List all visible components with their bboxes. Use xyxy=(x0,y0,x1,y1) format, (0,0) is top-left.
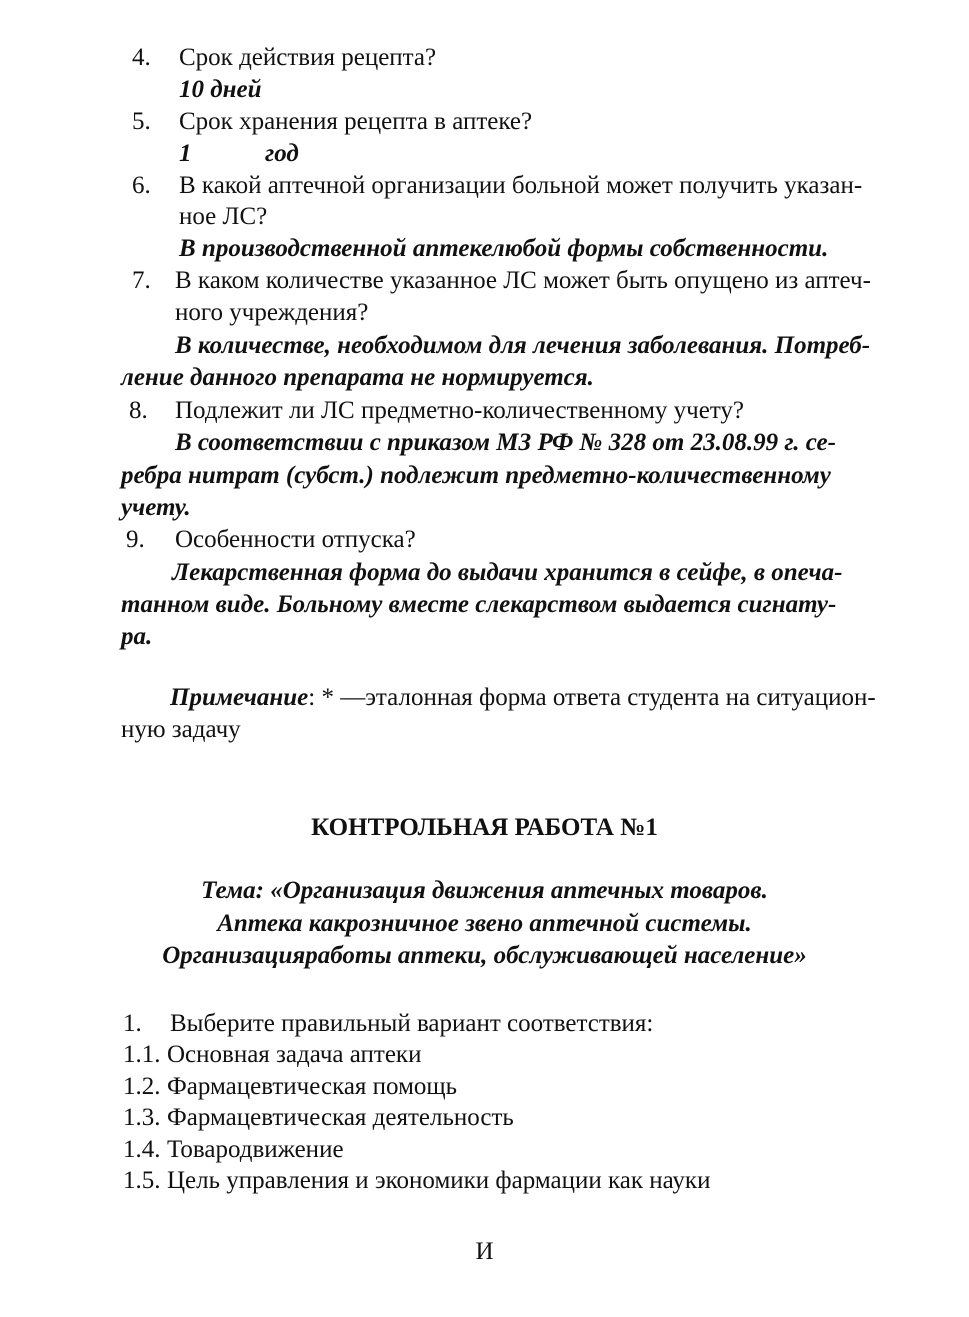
note-text: : * —эталонная форма ответа студента на ситуацион- xyxy=(308,684,876,711)
item-number: 1.4. xyxy=(123,1136,161,1163)
answer-4: 10 дней xyxy=(179,76,262,103)
list-item xyxy=(123,1102,514,1134)
question-9 xyxy=(126,524,416,556)
answer-9-line-3: ра. xyxy=(121,623,153,650)
question-number: 6. xyxy=(132,172,151,199)
item-number: 1.2. xyxy=(123,1073,161,1100)
item-number: 1.1. xyxy=(123,1041,161,1068)
answer-7-line-2: ление данного препарата не нормируется. xyxy=(121,364,594,391)
item-number: 1.5. xyxy=(123,1167,161,1194)
question-number: 4. xyxy=(132,44,151,71)
question-number: 9. xyxy=(126,526,145,553)
answer-6: В производственной аптекелюбой формы собственности. xyxy=(179,235,829,262)
question-number: 8. xyxy=(129,397,148,424)
list-item xyxy=(123,1134,344,1166)
list-item xyxy=(123,1165,710,1197)
answer-8-line-3: учету. xyxy=(121,494,191,521)
question-4 xyxy=(132,42,436,74)
note xyxy=(170,682,876,714)
question-text: В какой аптечной организации больной может получить указан- xyxy=(179,172,863,199)
answer-8-line-1: В соответствии с приказом МЗ РФ № 328 от 23.08.99 г. се- xyxy=(175,429,836,456)
topic-line-2: Аптека какрозничное звено аптечной системы. xyxy=(217,910,752,937)
question-7-continued: ного учреждения? xyxy=(175,299,369,326)
item-text: Товародвижение xyxy=(167,1136,344,1163)
item-text: Фармацевтическая помощь xyxy=(167,1073,458,1100)
task-text: Выберите правильный вариант соответствия: xyxy=(170,1010,654,1037)
item-text: Цель управления и экономики фармации как науки xyxy=(167,1167,711,1194)
item-text: Основная задача аптеки xyxy=(167,1041,422,1068)
answer-9-line-1: Лекарственная форма до выдачи хранится в сейфе, в опеча- xyxy=(172,559,843,586)
item-number: 1.3. xyxy=(123,1104,161,1131)
question-text: В каком количестве указанное ЛС может быть опущено из аптеч- xyxy=(175,267,871,294)
question-number: 5. xyxy=(132,108,151,135)
question-number: 7. xyxy=(132,267,151,294)
list-item xyxy=(123,1071,457,1103)
question-5 xyxy=(132,106,532,138)
question-text: Особенности отпуска? xyxy=(175,526,416,553)
page-heading: КОНТРОЛЬНАЯ РАБОТА №1 xyxy=(311,814,658,841)
answer-value: 1 xyxy=(179,140,192,167)
question-8 xyxy=(129,395,744,427)
note-continued: ную задачу xyxy=(121,716,241,743)
answer-5 xyxy=(179,138,299,170)
item-text: Фармацевтическая деятельность xyxy=(167,1104,514,1131)
list-item xyxy=(123,1039,421,1071)
answer-unit: год xyxy=(265,140,299,167)
page-footer: И xyxy=(475,1238,494,1265)
question-text: Срок хранения рецепта в аптеке? xyxy=(179,108,533,135)
note-label: Примечание xyxy=(170,684,309,711)
answer-9-line-2: танном виде. Больному вместе слекарством выдается сигнату- xyxy=(121,591,837,618)
question-7 xyxy=(132,265,871,297)
answer-8-line-2: ребра нитрат (субст.) подлежит предметно-количественному xyxy=(121,462,831,489)
question-text: Срок действия рецепта? xyxy=(179,44,437,71)
topic-line-3: Организацияработы аптеки, обслуживающей население» xyxy=(162,942,807,969)
question-6-continued: ное ЛС? xyxy=(179,203,268,230)
answer-7-line-1: В количестве, необходимом для лечения заболевания. Потреб- xyxy=(175,332,871,359)
topic-line-1: Тема: «Организация движения аптечных товаров. xyxy=(201,877,768,904)
question-text: Подлежит ли ЛС предметно-количественному учету? xyxy=(175,397,745,424)
task-1 xyxy=(123,1008,653,1040)
task-number: 1. xyxy=(123,1010,142,1037)
question-6 xyxy=(132,170,862,202)
